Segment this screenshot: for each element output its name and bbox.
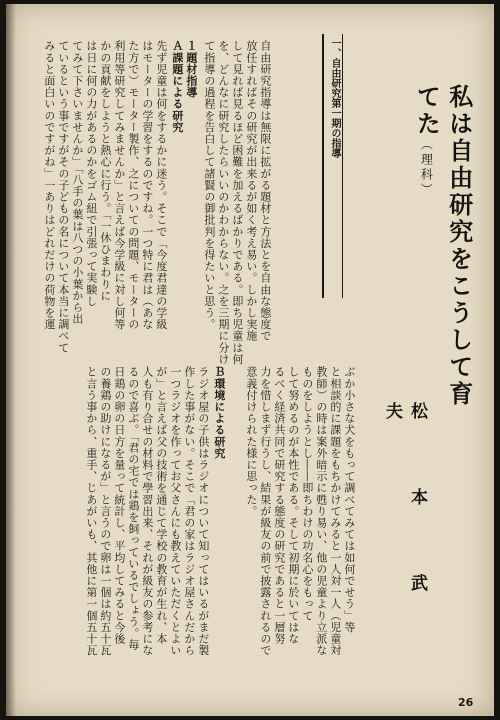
intro-line: て指導の過程を告白して諸賢の御批判を得たいと思う。 — [202, 40, 216, 330]
magazine-page — [6, 4, 494, 716]
series-label: 一、自由研究第一期の指導 — [322, 34, 343, 298]
title-text: 私は自由研究をこうして育てた — [412, 84, 474, 408]
body-line: た方で）モーター製作、之についての問題、モーターの — [126, 40, 140, 330]
lower-line: 意義付けられた様に思った。 — [244, 366, 258, 517]
subject-label: （理科） — [419, 138, 434, 198]
body-line: 利用等研究してみませんか」と言えば今学級に対し何等 — [112, 40, 126, 330]
page-number: 26 — [458, 696, 474, 709]
intro-line: 自由研究指導は無限に拡がる題材と方法とを自由な態度で — [258, 40, 272, 342]
section-heading-b: Ｂ環境による研究 — [212, 366, 226, 459]
binding-gutter — [6, 4, 16, 716]
lower-line: ぶか小さな犬をもって調べてみては如何でせう」等 — [342, 366, 356, 633]
lower-line: るので喜ぶ。「君の宅では鶏を飼っているでしょう。毎 — [126, 366, 140, 651]
lower-line: 作した事がない。そこで「君の家はラジオ屋さんだから — [182, 366, 196, 656]
lower-line: 日鶏の卵の日方を量って統計し、平均してみると今後 — [112, 366, 126, 645]
lower-line: して努めるのが本性である。そして初期に於いてはな — [286, 366, 300, 645]
lower-line: と相談的に課題をもちかけてみると一人対一人（児童対 — [328, 366, 342, 656]
intro-line: して見れば見るほど困難を加えるばかりである。即ち児童は何 — [230, 40, 244, 365]
section-heading-1: １題材指導 — [184, 40, 198, 98]
body-line: は日に何の力があるのかをゴム紐で引張って実験し — [84, 40, 98, 307]
lower-line: 一つラジオを作ってお父さんにも教えていただくとよい — [168, 366, 182, 656]
lower-line: が」と言えば父の技術を通じて学校の教育が生れ、本 — [154, 366, 168, 645]
intro-line: 放任すればその研究が出来るが如く考え易い。しかし実施 — [244, 40, 258, 342]
body-line: 先ず児童は何をするかに迷う。そこで「今度君達の学級 — [154, 40, 168, 330]
lower-line: ラジオ屋の子供はラジオについて知ってはいるがまだ製 — [196, 366, 210, 656]
section-heading-a: Ａ課題による研究 — [170, 40, 184, 133]
author-name: 松 本 武 夫 — [382, 402, 427, 660]
lower-line: ものをしようとし――即ちわけの功名心をもって — [300, 366, 314, 622]
body-line: ているという事ですがその子どもの名について本当に調べて — [56, 40, 70, 354]
body-line: みると面白いのですがね」一ありはどれだけの荷物を運 — [42, 40, 56, 330]
body-line: はモーターの学習をするのですね。一つ特に君は（あな — [140, 40, 154, 330]
body-line: かの貢献をしようと熱心に行う。「一休ひまわりに — [98, 40, 112, 302]
lower-line: の養鶏の助けになるが」と言うので卵は一個は約五十瓦 — [98, 366, 112, 656]
lower-line: るべく経済共同で研究する態度の研究であると一層努 — [272, 366, 286, 645]
lower-line: 人も有り合せの材料で學習出来、それが級友の参考にな — [140, 366, 154, 656]
body-line: てみて下さいませんか」「八手の葉は八つの小葉から出 — [70, 40, 84, 325]
lower-line: 力を惜しまず行うし、結果が級友の前で披露されるので — [258, 366, 272, 656]
intro-line: を、どんなに研究したらいいのかわからない。之を三期に分け — [216, 40, 230, 365]
lower-line: 教師）の時は案外暗示に甦り易い、他の児童より立派な — [314, 366, 328, 656]
lower-line: と言う事から、重手、じあがいも、其他に第一個五十瓦 — [84, 366, 98, 656]
article-title — [410, 84, 475, 414]
